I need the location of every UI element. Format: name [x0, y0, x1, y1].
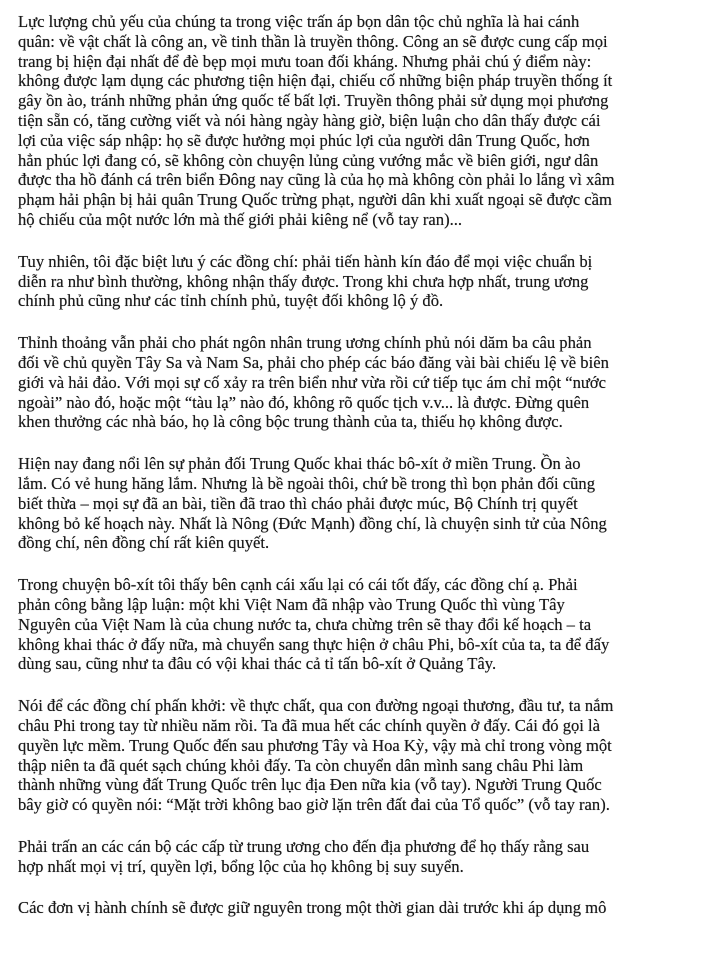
paragraph	[18, 454, 697, 553]
text-line: Tuy nhiên, tôi đặc biệt lưu ý các đồng chí: phải tiến hành kín đáo để mọi việc chuẩn bị	[18, 251, 593, 271]
text-line: không được lạm dụng các phương tiện hiện đại, chiếu cố những biện pháp truyền thống ít	[18, 71, 613, 91]
text-line: đối về chủ quyền Tây Sa và Nam Sa, phải cho phép các báo đăng vài bài chiếu lệ về biên	[18, 352, 609, 372]
paragraph	[18, 252, 697, 311]
text-line: hẳn phúc lợi đang có, sẽ không còn chuyện lủng củng vướng mắc về biên giới, ngư dân	[18, 150, 599, 170]
text-line: Trong chuyện bô-xít tôi thấy bên cạnh cái xấu lại có cái tốt đấy, các đồng chí ạ. Phải	[18, 575, 578, 595]
text-line: giới và hải đảo. Với mọi sự cố xảy ra trên biển như vừa rồi cứ tiếp tục ám chỉ một “nước	[18, 372, 607, 392]
text-line: chính phủ cũng như các tỉnh chính phủ, tuyệt đối không lộ ý đồ.	[18, 291, 444, 311]
text-line: quyền lực mềm. Trung Quốc đến sau phương Tây và Hoa Kỳ, vậy mà chỉ trong vòng một	[18, 735, 612, 755]
text-line: gây ồn ào, tránh những phản ứng quốc tế bất lợi. Truyền thông phải sử dụng mọi phương	[18, 91, 609, 111]
text-line: đồng chí, nên đồng chí rất kiên quyết.	[18, 533, 270, 553]
text-line: Các đơn vị hành chính sẽ được giữ nguyên trong một thời gian dài trước khi áp dụng mô	[18, 898, 607, 918]
text-line: Hiện nay đang nổi lên sự phản đối Trung Quốc khai thác bô-xít ở miền Trung. Ồn ào	[18, 454, 581, 474]
text-line: phạm hải phận bị hải quân Trung Quốc trừng phạt, người dân khi xuất ngoại sẽ được cầm	[18, 190, 612, 210]
paragraph	[18, 898, 697, 918]
text-line: quân: về vật chất là công an, về tinh thần là truyền thông. Công an sẽ được cung cấp mọi	[18, 31, 608, 51]
text-line: hộ chiếu của một nước lớn mà thế giới phải kiêng nể (vỗ tay ran)...	[18, 209, 463, 229]
text-line: thập niên ta đã quét sạch chúng khỏi đấy. Ta còn chuyển dân mình sang châu Phi làm	[18, 755, 584, 775]
document-body	[18, 12, 697, 918]
text-line: Thỉnh thoảng vẫn phải cho phát ngôn nhân trung ương chính phủ nói dăm ba câu phản	[18, 333, 592, 353]
paragraph	[18, 837, 697, 877]
text-line: bây giờ có quyền nói: “Mặt trời không bao giờ lặn trên đất đai của Tổ quốc” (vỗ tay ran).	[18, 795, 610, 815]
paragraph	[18, 333, 697, 432]
text-line: dùng sau, cũng như ta đâu có vội khai thác cả tỉ tấn bô-xít ở Quảng Tây.	[18, 654, 497, 674]
text-line: lắm. Có vẻ hung hăng lắm. Nhưng là bề ngoài thôi, chứ bề trong thì bọn phản đối cũng	[18, 473, 596, 493]
paragraph	[18, 696, 697, 815]
text-line: thành những vùng đất Trung Quốc trên lục địa Đen nữa kia (vỗ tay). Người Trung Quốc	[18, 775, 602, 795]
text-line: khen thưởng các nhà báo, họ là công bộc trung thành của ta, thiếu họ không được.	[18, 412, 563, 432]
text-line: được tha hồ đánh cá trên biển Đông nay cũng là của họ mà không còn phải lo lắng vì xâm	[18, 170, 615, 190]
paragraph	[18, 12, 697, 230]
text-line: Nguyên của Việt Nam là của chung nước ta, chưa chừng trên sẽ thay đổi kế hoạch – ta	[18, 614, 592, 634]
text-line: không khai thác ở đấy nữa, mà chuyển sang thực hiện ở châu Phi, bô-xít của ta, ta để đấy	[18, 634, 610, 654]
text-line: hợp nhất mọi vị trí, quyền lợi, bổng lộc của họ không bị suy suyển.	[18, 856, 464, 876]
text-line: tiện sẵn có, tăng cường viết và nói hàng ngày hàng giờ, biện luận cho dân thấy được cái	[18, 110, 601, 130]
text-line: phản công bằng lập luận: một khi Việt Nam đã nhập vào Trung Quốc thì vùng Tây	[18, 594, 565, 614]
text-line: Lực lượng chủ yếu của chúng ta trong việc trấn áp bọn dân tộc chủ nghĩa là hai cánh	[18, 12, 580, 31]
text-line: ngoài” nào đó, hoặc một “tàu lạ” nào đó, không rõ quốc tịch v.v... là được. Đừng quên	[18, 392, 590, 412]
paragraph	[18, 575, 697, 674]
text-line: lợi của việc sáp nhập: họ sẽ được hưởng mọi phúc lợi của người dân Trung Quốc, hơn	[18, 130, 590, 150]
text-line: trang bị hiện đại nhất để đè bẹp mọi mưu toan đối kháng. Nhưng phải chú ý điểm này:	[18, 51, 592, 71]
text-line: biết thừa – mọi sự đã an bài, tiền đã trao thì cháo phải được múc, Bộ Chính trị quyết	[18, 493, 578, 513]
text-line: Nói để các đồng chí phấn khởi: về thực chất, qua con đường ngoại thương, đầu tư, ta nắm	[18, 696, 614, 716]
text-line: châu Phi trong tay từ nhiều năm rồi. Ta đã mua hết các chính quyền ở đấy. Cái đó gọi là	[18, 715, 601, 735]
text-line: Phải trấn an các cán bộ các cấp từ trung ương cho đến địa phương để họ thấy rằng sau	[18, 836, 590, 856]
text-line: không bỏ kế hoạch này. Nhất là Nông (Đức Mạnh) đồng chí, là chuyện sinh tử của Nông	[18, 513, 607, 533]
text-line: diễn ra như bình thường, không nhận thấy được. Trong khi chưa hợp nhất, trung ương	[18, 271, 589, 291]
